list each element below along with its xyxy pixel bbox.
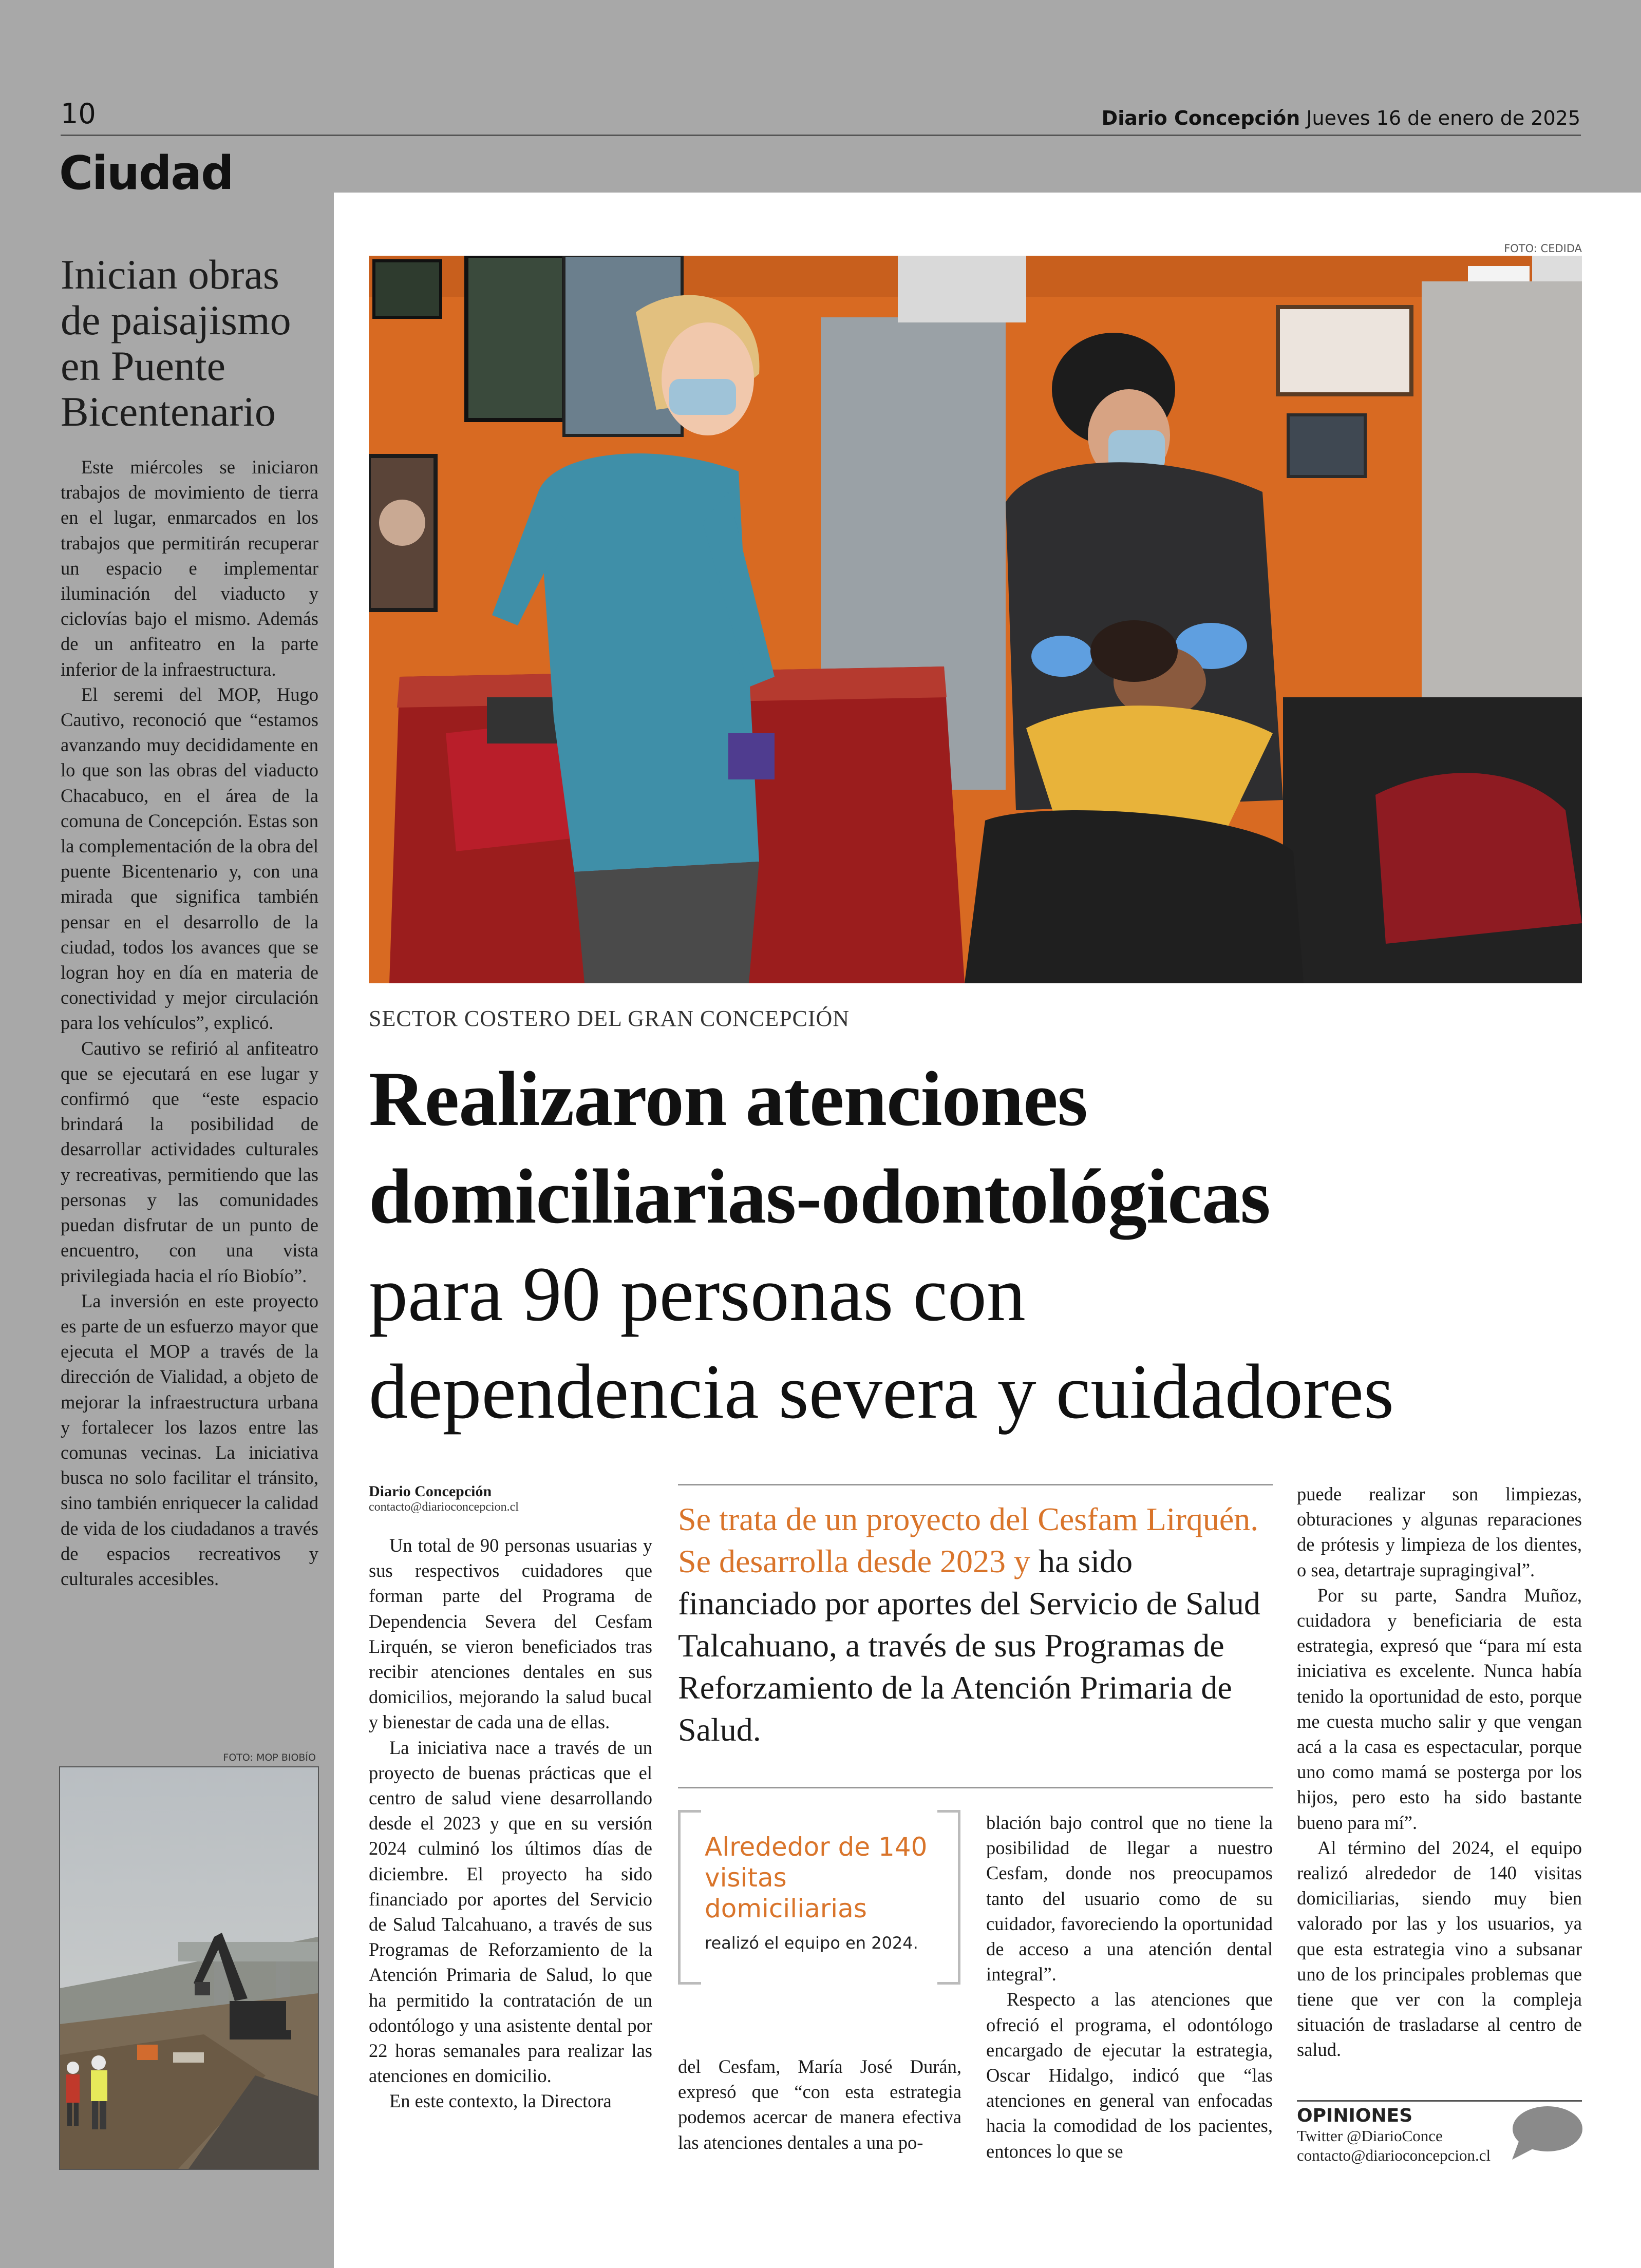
lead-rule-bottom [678, 1787, 1273, 1788]
article-paragraph: Respecto a las atenciones que ofreció el programa, el odontólogo encargado de ejecutar la estrategia, Oscar Hidalgo, indicó que “las atenciones en general van enfocadas hacia la comodidad de los pacientes, entonces lo que se [986, 1989, 1273, 2162]
headline-regular-line: para 90 personas con [369, 1251, 1026, 1337]
publication-name: Diario Concepción [1101, 107, 1300, 129]
lead-accent-text: Se trata de un proyecto del Cesfam Lirquén. Se desarrolla desde 2023 y [678, 1501, 1259, 1579]
article-kicker: SECTOR COSTERO DEL GRAN CONCEPCIÓN [369, 1006, 850, 1031]
header-rule [61, 135, 1581, 136]
section-title: Ciudad [59, 146, 233, 200]
sidebar-paragraph: Cautivo se refirió al anfiteatro que se ejecutará en ese lugar y confirmó que “este espacio brindará la posibilidad de desarrollar actividades culturales y recreativas, permitiendo que las personas y las comunidades puedan disfrutar de un punto de encuentro, con una vista privilegiada hacia el río Biobío”. [61, 1037, 318, 1286]
article-column-2 [678, 2054, 961, 2155]
headline-bold-line: domiciliarias-odontológicas [369, 1153, 1270, 1240]
sidebar-paragraph: La inversión en este proyecto es parte de un esfuerzo mayor que ejecuta el MOP a través de la dirección de Vialidad, a objeto de mejorar la infraestructura urbana y fortalecer los lazos entre las comunas vecinas. La iniciativa busca no solo facilitar el tránsito, sino también enriquecer la calidad de vida de los ciudadanos a través de espacios recreativos y culturales accesibles. [61, 1290, 318, 1589]
stat-callout [678, 1810, 960, 1985]
sidebar-title: Inician obras de paisajismo en Puente Bicentenario [61, 251, 291, 435]
article-column-1 [369, 1533, 652, 2114]
photo-credit: FOTO: CEDIDA [1504, 242, 1582, 255]
lead-rule-top [678, 1484, 1273, 1485]
article-headline [369, 1050, 1601, 1440]
article-paragraph: En este contexto, la Directora [389, 2090, 612, 2112]
article-paragraph: del Cesfam, María José Durán, expresó que “con esta estrategia podemos acercar de manera efectiva las atenciones dentales a una po- [678, 2056, 961, 2153]
article-column-3 [986, 1810, 1273, 2164]
callout-bracket-left [678, 1810, 701, 1985]
article-paragraph: Un total de 90 personas usuarias y sus respectivos cuidadores que forman parte del Programa de Dependencia Severa del Cesfam Lirquén, se vieron beneficiados tras recibir atenciones dentales en sus domicilios, mejorando la salud bucal y bienestar de cada una de ellas. [369, 1535, 652, 1733]
byline-name: Diario Concepción [369, 1483, 492, 1500]
opinions-email[interactable]: contacto@diarioconcepcion.cl [1297, 2146, 1491, 2164]
article-column-4 [1297, 1481, 1582, 2063]
sidebar-paragraph: El seremi del MOP, Hugo Cautivo, reconoció que “estamos avanzando muy decididamente en lo que son las obras del viaducto Chacabuco, en el área de la comuna de Concepción. Estas son la complementación de la obra del puente Bicentenario y, con una mirada que significa también pensar en el desarrollo de la ciudad, todos los avances que se logran hoy en día en materia de conectividad y mejor circulación para los vehículos”, explicó. [61, 683, 318, 1034]
speech-bubble-icon [1509, 2104, 1583, 2162]
headline-regular-line: dependencia severa y cuidadores [369, 1348, 1394, 1435]
article-paragraph: puede realizar son limpiezas, obturaciones y algunas reparaciones de prótesis y limpieza de los dientes, o sea, detartraje supragingival”. [1297, 1483, 1582, 1580]
article-paragraph: blación bajo control que no tiene la posibilidad de llegar a nuestro Cesfam, donde nos preocupamos tanto del usuario como de su cuidador, favoreciendo la oportunidad de acceso a una atención dental integral”. [986, 1812, 1273, 1985]
dental-home-visit-image [369, 256, 1582, 983]
article-paragraph: Al término del 2024, el equipo realizó alrededor de 140 visitas domiciliarias, siendo muy bien valorado por las y los usuarios, ya que esta estrategia vino a subsanar uno de los principales problemas que tiene que ver con la compleja situación de trasladarse al centro de salud. [1297, 1837, 1582, 2061]
sidebar-body [61, 454, 318, 1591]
lead-text: ha sido financiado por aportes del Servicio de Salud Talcahuano, a través de sus Programas de Reforzamiento de la Atención Primaria de Salud. [678, 1543, 1260, 1748]
masthead [1102, 107, 1580, 129]
article-paragraph: Por su parte, Sandra Muñoz, cuidadora y beneficiaria de esta estrategia, expresó que “para mí esta iniciativa es excelente. Nunca había tenido la oportunidad de esto, porque me cuesta mucho salir y que vengan acá a la casa es espectacular, porque uno como mamá se posterga por los hijos, pero esto ha sido bastante bueno para mí”. [1297, 1584, 1582, 1833]
article-paragraph: La iniciativa nace a través de un proyecto de buenas prácticas que el centro de salud viene desarrollando desde el 2023 y que en su versión 2024 culminó los últimos días de diciembre. El proyecto ha sido financiado por aportes del Servicio de Salud Talcahuano, a través de sus Programas de Reforzamiento de la Atención Primaria de Salud, lo que ha permitido la contratación de un odontólogo y una asistente dental por 22 horas semanales para realizar las atenciones en domicilio. [369, 1737, 652, 2087]
main-photo [369, 256, 1582, 983]
opinions-title: OPINIONES [1297, 2105, 1413, 2126]
headline-bold-line: Realizaron atenciones [369, 1056, 1087, 1142]
construction-site-image [60, 1767, 318, 2169]
sidebar-photo [59, 1766, 319, 2170]
article-lead [678, 1498, 1273, 1751]
opinions-twitter[interactable]: Twitter @DiarioConce [1297, 2127, 1443, 2145]
page-number: 10 [61, 98, 96, 130]
opinions-rule [1297, 2100, 1582, 2102]
issue-date: Jueves 16 de enero de 2025 [1306, 107, 1580, 129]
callout-number: Alrededor de 140 visitas domiciliarias [705, 1832, 928, 1923]
byline-email: contacto@diarioconcepcion.cl [369, 1500, 519, 1514]
sidebar-paragraph: Este miércoles se iniciaron trabajos de movimiento de tierra en el lugar, enmarcados en los trabajos que permitirán recuperar un espacio e implementar iluminación del viaducto y ciclovías bajo el mismo. Además de un anfiteatro en la parte inferior de la infraestructura. [61, 456, 318, 680]
sidebar-photo-credit: FOTO: MOP BIOBÍO [223, 1752, 316, 1763]
callout-caption: realizó el equipo en 2024. [705, 1933, 918, 1953]
